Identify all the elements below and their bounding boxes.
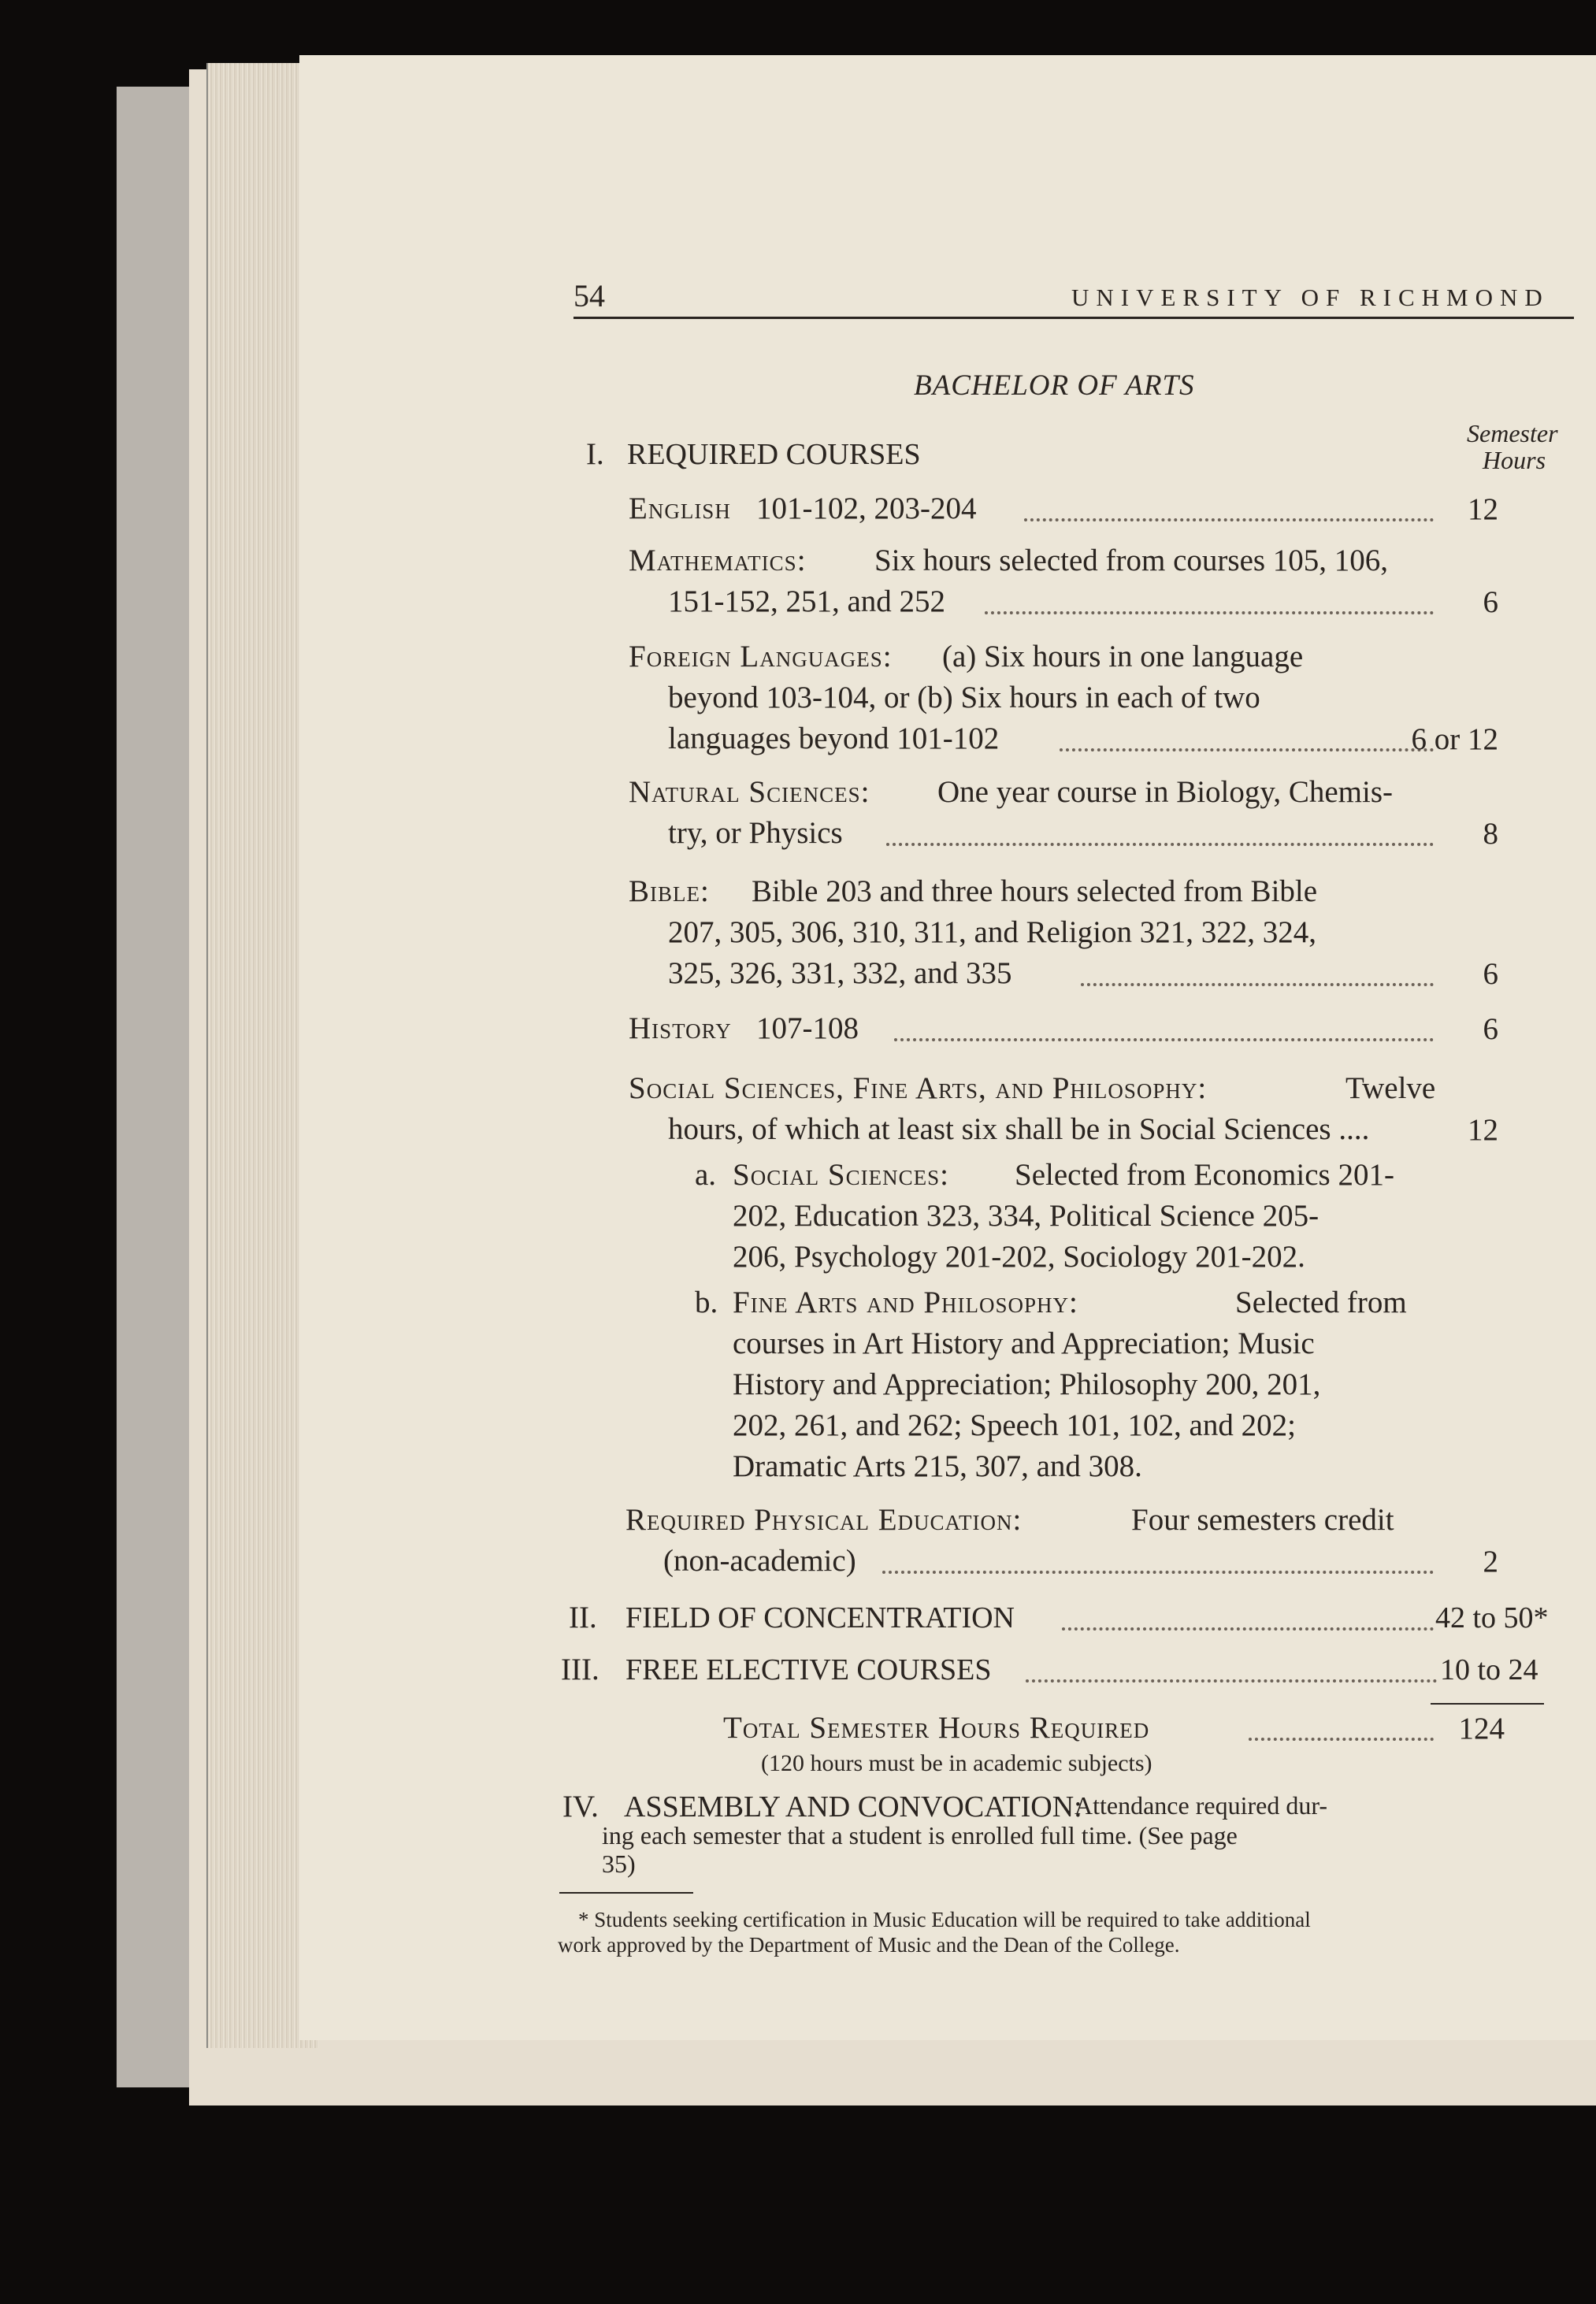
- natural-line2: try, or Physics: [668, 816, 843, 850]
- section-2-leader: [1062, 1626, 1434, 1631]
- section-1-label: REQUIRED COURSES: [627, 438, 921, 471]
- section-3-leader: [1026, 1678, 1437, 1683]
- column-heading-semester: Semester: [1467, 419, 1558, 447]
- natural-hours: 8: [1483, 817, 1498, 851]
- english-text: 101-102, 203-204: [756, 492, 977, 525]
- english-name: English: [629, 492, 731, 525]
- bible-hours: 6: [1483, 957, 1498, 991]
- section-4-label: ASSEMBLY AND CONVOCATION:: [624, 1790, 1082, 1824]
- total-note: (120 hours must be in academic subjects): [761, 1750, 1152, 1776]
- section-4-line2: ing each semester that a student is enrolled full time. (See page: [602, 1821, 1238, 1850]
- math-hours: 6: [1483, 585, 1498, 619]
- bible-line3: 325, 326, 331, 332, and 335: [668, 956, 1012, 990]
- section-3-label: FREE ELECTIVE COURSES: [625, 1653, 992, 1686]
- header-rule: [573, 317, 1574, 319]
- history-leader: [894, 1037, 1434, 1041]
- social-b-name: Fine Arts and Philosophy:: [733, 1286, 1078, 1319]
- natural-line1: One year course in Biology, Chemis-: [937, 775, 1394, 809]
- social-line1: Twelve: [1345, 1071, 1436, 1105]
- social-b-marker: b.: [695, 1286, 718, 1319]
- social-a-line2: 202, Education 323, 334, Political Science 205-: [733, 1199, 1319, 1233]
- foreign-leader: [1060, 747, 1434, 751]
- math-leader: [985, 610, 1434, 614]
- section-4-numeral: IV.: [562, 1790, 599, 1824]
- section-2-hours: 42 to 50*: [1435, 1601, 1549, 1634]
- social-b-line1: Selected from: [1235, 1286, 1407, 1319]
- section-4-line1: Attendance required dur-: [1075, 1791, 1327, 1820]
- natural-name: Natural Sciences:: [629, 775, 870, 809]
- total-label: Total Semester Hours Required: [723, 1711, 1150, 1745]
- social-line2: hours, of which at least six shall be in Social Sciences ....: [668, 1112, 1370, 1146]
- social-a-marker: a.: [695, 1158, 717, 1192]
- footnote-rule: [559, 1892, 693, 1894]
- section-2-label: FIELD OF CONCENTRATION: [625, 1601, 1015, 1634]
- document-title: BACHELOR OF ARTS: [914, 369, 1195, 402]
- social-name: Social Sciences, Fine Arts, and Philosophy:: [629, 1071, 1208, 1105]
- bible-name: Bible:: [629, 874, 710, 908]
- pe-line2: (non-academic): [663, 1544, 856, 1578]
- bible-line2: 207, 305, 306, 310, 311, and Religion 321, 322, 324,: [668, 915, 1316, 949]
- math-name: Mathematics:: [629, 544, 807, 577]
- pe-leader: [882, 1569, 1434, 1574]
- foreign-line1: (a) Six hours in one language: [942, 640, 1304, 673]
- section-1-numeral: I.: [586, 437, 604, 471]
- total-rule: [1431, 1703, 1544, 1705]
- social-b-line5: Dramatic Arts 215, 307, and 308.: [733, 1449, 1142, 1483]
- pe-name: Required Physical Education:: [625, 1503, 1023, 1537]
- footnote-line2: work approved by the Department of Music and the Dean of the College.: [558, 1933, 1180, 1957]
- foreign-line2: beyond 103-104, or (b) Six hours in each of two: [668, 681, 1260, 714]
- math-line1: Six hours selected from courses 105, 106,: [874, 544, 1389, 577]
- social-hours: 12: [1468, 1113, 1498, 1147]
- math-line2: 151-152, 251, and 252: [668, 584, 946, 618]
- english-hours: 12: [1468, 492, 1498, 526]
- social-a-name: Social Sciences:: [733, 1158, 949, 1192]
- foreign-name: Foreign Languages:: [629, 640, 893, 673]
- social-a-line3: 206, Psychology 201-202, Sociology 201-202.: [733, 1240, 1305, 1274]
- column-heading-hours: Hours: [1483, 446, 1546, 474]
- section-4-line3: 35): [602, 1850, 636, 1878]
- social-b-line2: courses in Art History and Appreciation; Music: [733, 1326, 1315, 1360]
- history-text: 107-108: [756, 1011, 859, 1045]
- social-b-line3: History and Appreciation; Philosophy 200, 201,: [733, 1367, 1321, 1401]
- running-title: UNIVERSITY OF RICHMOND: [1071, 284, 1550, 311]
- history-hours: 6: [1483, 1012, 1498, 1046]
- history-name: History: [629, 1011, 732, 1045]
- pe-line1: Four semesters credit: [1131, 1503, 1394, 1537]
- foreign-line3: languages beyond 101-102: [668, 722, 1000, 755]
- page-number: 54: [573, 278, 605, 314]
- english-leader: [1024, 517, 1434, 521]
- total-hours: 124: [1458, 1712, 1505, 1746]
- social-b-line4: 202, 261, and 262; Speech 101, 102, and 202;: [733, 1408, 1296, 1442]
- section-3-hours: 10 to 24: [1440, 1653, 1538, 1686]
- section-2-numeral: II.: [569, 1601, 597, 1634]
- section-3-numeral: III.: [561, 1653, 599, 1686]
- natural-leader: [886, 841, 1434, 846]
- footnote-line1: * Students seeking certification in Music Education will be required to take additional: [578, 1908, 1311, 1931]
- foreign-hours: 6 or 12: [1411, 722, 1498, 756]
- social-a-line1: Selected from Economics 201-: [1015, 1158, 1394, 1192]
- bible-line1: Bible 203 and three hours selected from Bible: [752, 874, 1318, 908]
- pe-hours: 2: [1483, 1545, 1498, 1579]
